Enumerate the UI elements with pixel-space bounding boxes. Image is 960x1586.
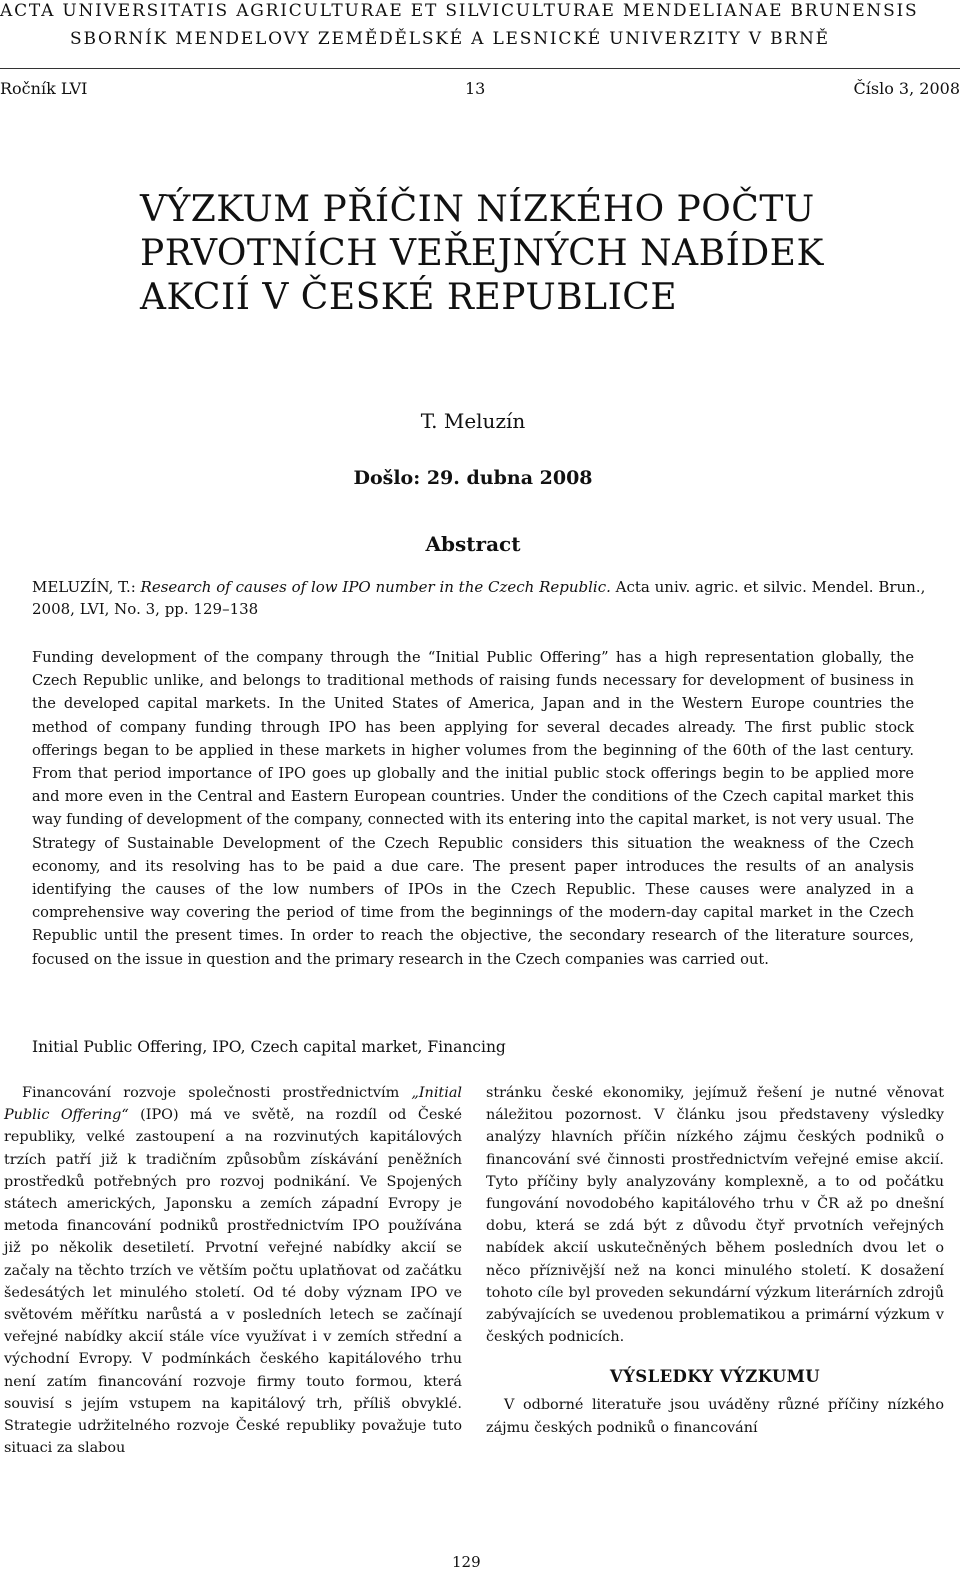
title-line-3: AKCIÍ V ČESKÉ REPUBLICE (140, 277, 678, 318)
body-column-left (4, 1082, 462, 1459)
article-title (140, 188, 860, 320)
body-column-right (486, 1082, 944, 1439)
citation-source: Acta univ. agric. et silvic. Mendel. Brun., 2008, LVI, No. 3, pp. 129–138 (32, 578, 926, 618)
issue-label: Číslo 3, 2008 (853, 79, 960, 98)
citation (32, 576, 946, 620)
keywords: Initial Public Offering, IPO, Czech capital market, Financing (32, 1038, 506, 1056)
body-text-italic: „Initial Public Offering“ (4, 1085, 462, 1124)
journal-name-czech: SBORNÍK MENDELOVY ZEMĚDĚLSKÉ A LESNICKÉ UNIVERZITY V BRNĚ (70, 29, 830, 49)
received-date: Došlo: 29. dubna 2008 (353, 467, 593, 489)
header-divider (0, 68, 960, 69)
page-number: 129 (452, 1553, 481, 1571)
body-paragraph (4, 1082, 462, 1459)
issue-number: 13 (465, 79, 486, 98)
journal-name-latin: ACTA UNIVERSITATIS AGRICULTURAE ET SILVICULTURAE MENDELIANAE BRUNENSIS (0, 1, 919, 21)
body-text: (IPO) má ve světě, na rozdíl od České republiky, velké zastoupení a na rozvinutých kapitálových trzích patří již k tradičním způsobům získávání peněžních prostředků potřebných pro rozvoj podnikání. Ve Spojených státech amerických, Japonsku a zemích západní Evropy je metoda financování podniků prostřednictvím IPO používána již po několik desetiletí. Prvotní veřejné nabídky akcií se začaly na těchto trzích ve větším počtu uplatňovat od začátku šedesátých let minulého století. Od té doby význam IPO ve světovém měřítku narůstá a v posledních letech se začínají veřejné nabídky akcií stále více využívat i v zemích střední a východní Evropy. V podmínkách českého kapitálového trhu není zatím financování rozvoje firmy touto formou, která souvisí s jejím vstupem na kapitálový trh, příliš obvyklé. Strategie udržitelného rozvoje České republiky považuje tuto situaci za slabou (4, 1107, 462, 1457)
section-heading: VÝSLEDKY VÝZKUMU (609, 1367, 821, 1387)
citation-title: Research of causes of low IPO number in the Czech Republic. (140, 578, 611, 596)
volume-label: Ročník LVI (0, 79, 88, 98)
abstract-text: Funding development of the company through the “Initial Public Offering” has a high representation globally, the Czech Republic unlike, and belongs to traditional methods of raising funds necessary for development of business in the developed capital markets. In the United States of America, Japan and in the Western Europe countries the method of company funding through IPO has been applying for several decades already. The first public stock offerings began to be applied in these markets in higher volumes from the beginning of the 60th of the last century. From that period importance of IPO goes up globally and the initial public stock offerings begin to be applied more and more even in the Central and Eastern European countries. Under the conditions of the Czech capital market this way funding of development of the company, connected with its entering into the capital market, is not very usual. The Strategy of Sustainable Development of the Czech Republic considers this situation the weakness of the Czech economy, and its resolving has to be paid a due care. The present paper introduces the results of an analysis identifying the causes of the low numbers of IPOs in the Czech Republic. These causes were analyzed in a comprehensive way covering the period of time from the beginnings of the modern-day capital market in the Czech Republic until the present times. In order to reach the objective, the secondary research of the literature sources, focused on the issue in question and the primary research in the Czech companies was carried out. (32, 649, 914, 968)
body-paragraph: V odborné literatuře jsou uváděny různé příčiny nízkého zájmu českých podniků o financování (486, 1397, 944, 1436)
body-text: Financování rozvoje společnosti prostřednictvím (22, 1085, 412, 1101)
title-line-2: PRVOTNÍCH VEŘEJNÝCH NABÍDEK (140, 233, 824, 274)
citation-author: MELUZÍN, T.: (32, 578, 141, 596)
author-name: T. Meluzín (420, 409, 526, 433)
abstract-heading: Abstract (425, 532, 521, 556)
issue-meta (0, 78, 960, 100)
title-line-1: VÝZKUM PŘÍČIN NÍZKÉHO POČTU (140, 189, 815, 230)
body-paragraph: stránku české ekonomiky, jejímuž řešení je nutné věnovat náležitou pozornost. V článku jsou představeny výsledky analýzy hlavních příčin nízkého zájmu českých podniků o financování své činnosti prostřednictvím veřejné emise akcií. Tyto příčiny byly analyzovány komplexně, a to od počátku fungování novodobého kapitálového trhu v ČR až po dnešní dobu, která se zdá být z důvodu čtyř prvotních veřejných nabídek akcií uskutečněných během posledních dvou let o něco příznivější než na konci minulého století. K dosažení tohoto cíle byl proveden sekundární výzkum literárních zdrojů zabývajících se uvedenou problematikou a primární výzkum v českých podnicích. (486, 1085, 944, 1346)
